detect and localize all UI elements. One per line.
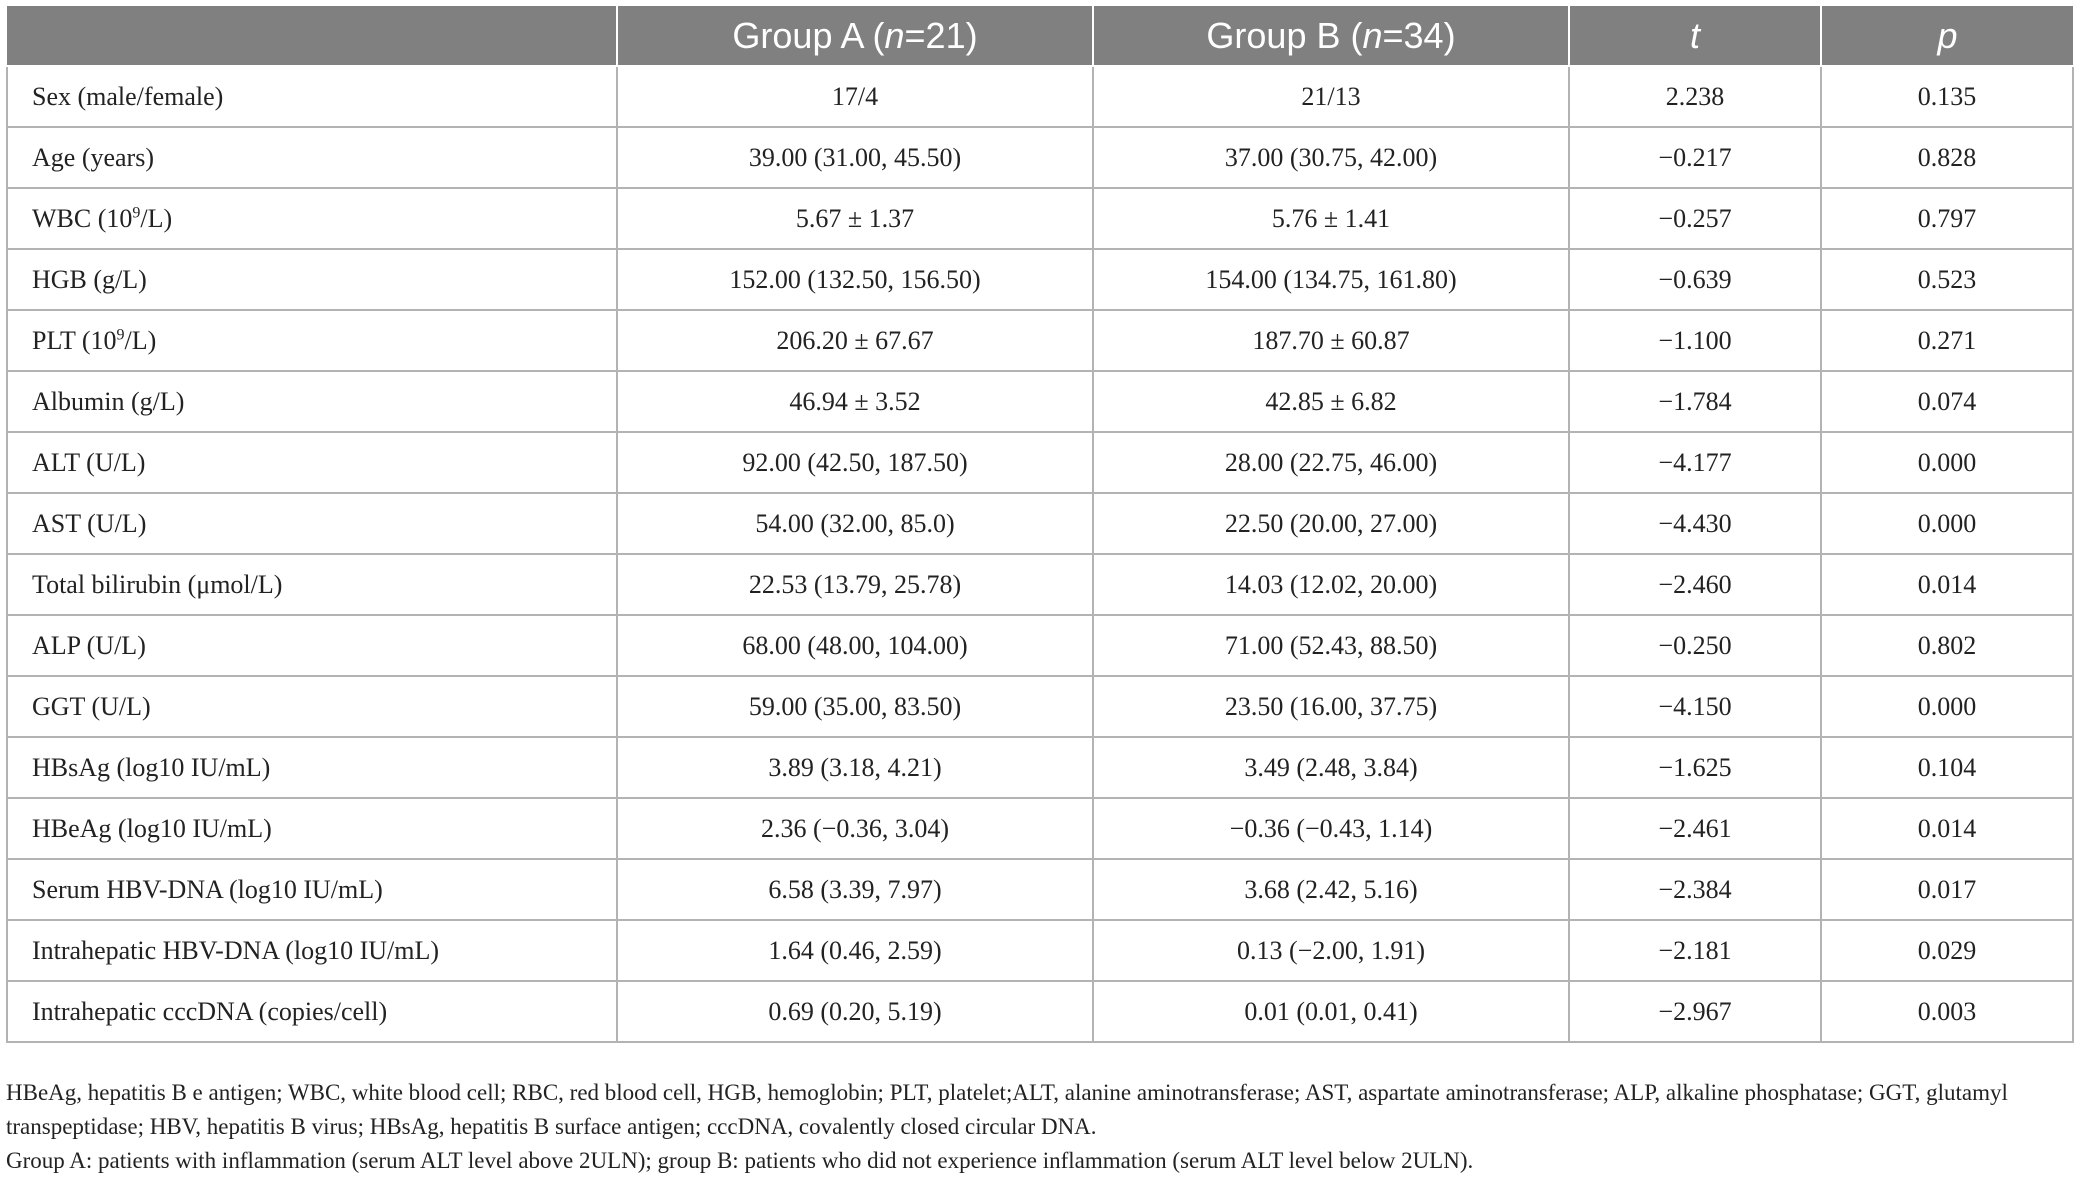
row-label: AST (U/L) (7, 493, 617, 554)
table-row (7, 859, 2073, 920)
comparison-table (6, 6, 2074, 1043)
p-value: 0.271 (1821, 310, 2073, 371)
table-header (7, 6, 2073, 66)
header-t-label: t (1689, 14, 1700, 56)
footnote-abbreviations: HBeAg, hepatitis B e antigen; WBC, white blood cell; RBC, red blood cell, HGB, hemoglobin; PLT, platelet;ALT, alanine aminotransferase; AST, aspartate aminotransferase; ALP, alkaline phosphatase; GGT, glutamyl transpeptidase; HBV, hepatitis B virus; HBsAg, hepatitis B surface antigen; cccDNA, covalently closed circular DNA. (6, 1080, 2008, 1139)
table-row (7, 798, 2073, 859)
t-value: −1.625 (1569, 737, 1821, 798)
t-value: −4.430 (1569, 493, 1821, 554)
header-group-a-suffix: =21) (904, 14, 978, 56)
row-label: HGB (g/L) (7, 249, 617, 310)
p-value: 0.000 (1821, 432, 2073, 493)
group-b-value: 71.00 (52.43, 88.50) (1093, 615, 1569, 676)
header-group-b-prefix: Group B ( (1206, 14, 1363, 56)
row-label: Intrahepatic cccDNA (copies/cell) (7, 981, 617, 1042)
group-a-value: 206.20 ± 67.67 (617, 310, 1093, 371)
group-a-value: 2.36 (−0.36, 3.04) (617, 798, 1093, 859)
header-p (1821, 6, 2073, 66)
group-a-value: 46.94 ± 3.52 (617, 371, 1093, 432)
t-value: −1.784 (1569, 371, 1821, 432)
group-a-value: 92.00 (42.50, 187.50) (617, 432, 1093, 493)
t-value: −2.384 (1569, 859, 1821, 920)
t-value: −4.177 (1569, 432, 1821, 493)
t-value: −2.460 (1569, 554, 1821, 615)
row-label: Age (years) (7, 127, 617, 188)
table-row (7, 371, 2073, 432)
group-b-value: 14.03 (12.02, 20.00) (1093, 554, 1569, 615)
table-row (7, 66, 2073, 127)
t-value: −2.461 (1569, 798, 1821, 859)
group-a-value: 152.00 (132.50, 156.50) (617, 249, 1093, 310)
p-value: 0.802 (1821, 615, 2073, 676)
table-row (7, 249, 2073, 310)
t-value: −0.250 (1569, 615, 1821, 676)
table-row (7, 432, 2073, 493)
row-label-unit: /L) (140, 203, 173, 233)
header-group-b-suffix: =34) (1382, 14, 1456, 56)
group-b-value: 23.50 (16.00, 37.75) (1093, 676, 1569, 737)
header-group-a-prefix: Group A ( (732, 14, 885, 56)
group-b-value: 22.50 (20.00, 27.00) (1093, 493, 1569, 554)
table-row (7, 676, 2073, 737)
row-label: Sex (male/female) (7, 66, 617, 127)
group-a-value: 0.69 (0.20, 5.19) (617, 981, 1093, 1042)
group-a-value: 68.00 (48.00, 104.00) (617, 615, 1093, 676)
table-row (7, 737, 2073, 798)
group-a-value: 3.89 (3.18, 4.21) (617, 737, 1093, 798)
table-body (7, 66, 2073, 1042)
group-b-value: 42.85 ± 6.82 (1093, 371, 1569, 432)
row-label-superscript: 9 (132, 203, 141, 221)
table-footnotes (6, 1076, 2072, 1178)
header-group-b (1093, 6, 1569, 66)
p-value: 0.104 (1821, 737, 2073, 798)
header-t (1569, 6, 1821, 66)
group-b-value: 5.76 ± 1.41 (1093, 188, 1569, 249)
group-b-value: 37.00 (30.75, 42.00) (1093, 127, 1569, 188)
group-b-value: 154.00 (134.75, 161.80) (1093, 249, 1569, 310)
row-label: Serum HBV-DNA (log10 IU/mL) (7, 859, 617, 920)
group-b-value: 0.01 (0.01, 0.41) (1093, 981, 1569, 1042)
table-row (7, 188, 2073, 249)
group-b-value: 0.13 (−2.00, 1.91) (1093, 920, 1569, 981)
group-a-value: 59.00 (35.00, 83.50) (617, 676, 1093, 737)
p-value: 0.523 (1821, 249, 2073, 310)
row-label (7, 188, 617, 249)
table-row (7, 920, 2073, 981)
group-a-value: 1.64 (0.46, 2.59) (617, 920, 1093, 981)
table-row (7, 615, 2073, 676)
group-a-value: 17/4 (617, 66, 1093, 127)
group-b-value: 3.49 (2.48, 3.84) (1093, 737, 1569, 798)
row-label-superscript: 9 (116, 325, 125, 343)
row-label: Total bilirubin (μmol/L) (7, 554, 617, 615)
row-label: ALT (U/L) (7, 432, 617, 493)
p-value: 0.014 (1821, 554, 2073, 615)
group-a-value: 5.67 ± 1.37 (617, 188, 1093, 249)
header-variable (7, 6, 617, 66)
t-value: −0.639 (1569, 249, 1821, 310)
group-b-value: 3.68 (2.42, 5.16) (1093, 859, 1569, 920)
t-value: −4.150 (1569, 676, 1821, 737)
group-a-value: 22.53 (13.79, 25.78) (617, 554, 1093, 615)
row-label-text: PLT (10 (32, 325, 117, 355)
p-value: 0.828 (1821, 127, 2073, 188)
header-group-b-n: n (1362, 14, 1383, 56)
group-b-value: 21/13 (1093, 66, 1569, 127)
table-row (7, 127, 2073, 188)
header-row (7, 6, 2073, 66)
p-value: 0.029 (1821, 920, 2073, 981)
header-p-label: p (1937, 14, 1958, 56)
table-row (7, 493, 2073, 554)
header-group-a (617, 6, 1093, 66)
t-value: 2.238 (1569, 66, 1821, 127)
row-label (7, 310, 617, 371)
table-row (7, 310, 2073, 371)
group-b-value: −0.36 (−0.43, 1.14) (1093, 798, 1569, 859)
row-label: GGT (U/L) (7, 676, 617, 737)
p-value: 0.000 (1821, 676, 2073, 737)
row-label: ALP (U/L) (7, 615, 617, 676)
row-label-text: WBC (10 (32, 203, 133, 233)
t-value: −0.217 (1569, 127, 1821, 188)
p-value: 0.074 (1821, 371, 2073, 432)
row-label: HBeAg (log10 IU/mL) (7, 798, 617, 859)
p-value: 0.017 (1821, 859, 2073, 920)
row-label: Intrahepatic HBV-DNA (log10 IU/mL) (7, 920, 617, 981)
t-value: −1.100 (1569, 310, 1821, 371)
p-value: 0.797 (1821, 188, 2073, 249)
t-value: −0.257 (1569, 188, 1821, 249)
group-b-value: 187.70 ± 60.87 (1093, 310, 1569, 371)
footnote-groups: Group A: patients with inflammation (serum ALT level above 2ULN); group B: patients who did not experience inflammation (serum ALT level below 2ULN). (6, 1148, 1474, 1173)
p-value: 0.003 (1821, 981, 2073, 1042)
group-a-value: 39.00 (31.00, 45.50) (617, 127, 1093, 188)
group-a-value: 6.58 (3.39, 7.97) (617, 859, 1093, 920)
row-label: HBsAg (log10 IU/mL) (7, 737, 617, 798)
t-value: −2.967 (1569, 981, 1821, 1042)
p-value: 0.135 (1821, 66, 2073, 127)
p-value: 0.000 (1821, 493, 2073, 554)
row-label: Albumin (g/L) (7, 371, 617, 432)
table-row (7, 554, 2073, 615)
header-group-a-n: n (884, 14, 905, 56)
group-a-value: 54.00 (32.00, 85.0) (617, 493, 1093, 554)
row-label-unit: /L) (124, 325, 157, 355)
t-value: −2.181 (1569, 920, 1821, 981)
table-row (7, 981, 2073, 1042)
p-value: 0.014 (1821, 798, 2073, 859)
group-b-value: 28.00 (22.75, 46.00) (1093, 432, 1569, 493)
